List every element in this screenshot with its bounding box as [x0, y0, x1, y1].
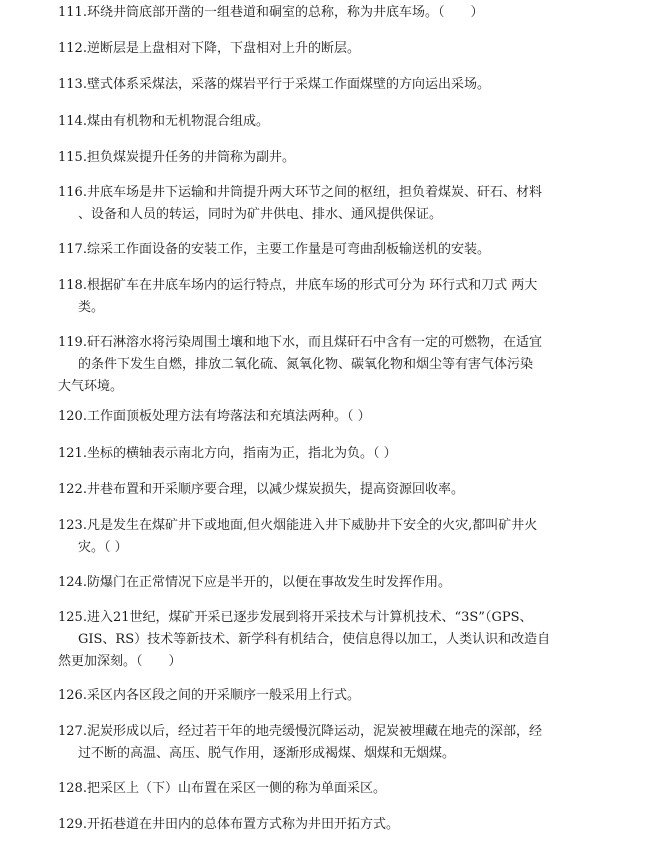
question-line: 119.矸石淋溶水将污染周围土壤和地下水，而且煤矸石中含有一定的可燃物，在适宜 [58, 335, 542, 350]
question-line: 118.根据矿车在井底车场内的运行特点，井底车场的形式可分为 环行式和刀式 两大 [58, 278, 538, 293]
question-line: 过不断的高温、高压、脱气作用，逐渐形成褐煤、烟煤和无烟煤。 [78, 746, 456, 761]
question-line: 128.把采区上（下）山布置在采区一侧的称为单面采区。 [58, 781, 386, 796]
question-122 [58, 479, 578, 501]
question-line: GIS、RS）技术等新技术、新学科有机结合，使信息得以加工，人类认识和改造自 [78, 632, 551, 647]
question-127 [58, 721, 578, 765]
question-125 [58, 607, 578, 673]
question-line: 116.井底车场是井下运输和井筒提升两大环节之间的枢纽，担负着煤炭、矸石、材料 [58, 185, 542, 200]
question-114 [58, 111, 578, 133]
question-124 [58, 572, 578, 594]
question-line: 124.防爆门在正常情况下应是半开的，以便在事故发生时发挥作用。 [58, 575, 451, 590]
question-line: 111.环绕井筒底部开凿的一组巷道和硐室的总称，称为井底车场。（ ） [58, 5, 484, 20]
question-line: 115.担负煤炭提升任务的井筒称为副井。 [58, 150, 295, 165]
question-113 [58, 74, 578, 96]
question-116 [58, 182, 578, 226]
question-line: 125.进入21世纪，煤矿开采已逐步发展到将开采技术与计算机技术、“3S”（GPS、 [58, 610, 533, 625]
question-121 [58, 443, 578, 465]
question-line: 112.逆断层是上盘相对下降，下盘相对上升的断层。 [58, 41, 360, 56]
question-128 [58, 778, 578, 800]
question-117 [58, 239, 578, 261]
question-line: 然更加深刻。（ ） [58, 654, 182, 669]
question-123 [58, 515, 578, 559]
question-120 [58, 406, 578, 428]
question-line: 的条件下发生自燃，排放二氧化硫、氮氧化物、碳氧化物和烟尘等有害气体污染 [78, 357, 534, 372]
question-line: 127.泥炭形成以后，经过若干年的地壳缓慢沉降运动，泥炭被埋藏在地壳的深部，经 [58, 724, 542, 739]
question-line: 114.煤由有机物和无机物混合组成。 [58, 114, 269, 129]
question-line: 129.开拓巷道在井田内的总体布置方式称为井田开拓方式。 [58, 817, 399, 832]
question-line: 类。 [78, 300, 105, 315]
question-line: 121.坐标的横轴表示南北方向，指南为正，指北为负。（ ） [58, 446, 397, 461]
question-line: 120.工作面顶板处理方法有垮落法和充填法两种。（ ） [58, 409, 371, 424]
question-line: 117.综采工作面设备的安装工作，主要工作量是可弯曲刮板输送机的安装。 [58, 242, 490, 257]
question-line: 、设备和人员的转运，同时为矿井供电、排水、通风提供保证。 [78, 207, 443, 222]
question-line: 122.井巷布置和开采顺序要合理，以减少煤炭损失，提高资源回收率。 [58, 482, 464, 497]
question-126 [58, 685, 578, 707]
question-line: 灾。（ ） [78, 540, 128, 555]
question-111 [58, 2, 578, 24]
question-119 [58, 332, 578, 398]
question-115 [58, 147, 578, 169]
question-112 [58, 38, 578, 60]
question-line: 大气环境。 [58, 379, 124, 394]
question-line: 113.壁式体系采煤法，采落的煤岩平行于采煤工作面煤壁的方向运出采场。 [58, 77, 490, 92]
question-118 [58, 275, 578, 319]
question-line: 126.采区内各区段之间的开采顺序一般采用上行式。 [58, 688, 360, 703]
question-129 [58, 814, 578, 836]
question-line: 123.凡是发生在煤矿井下或地面,但火烟能进入井下威胁井下安全的火灾,都叫矿井火 [58, 518, 538, 533]
